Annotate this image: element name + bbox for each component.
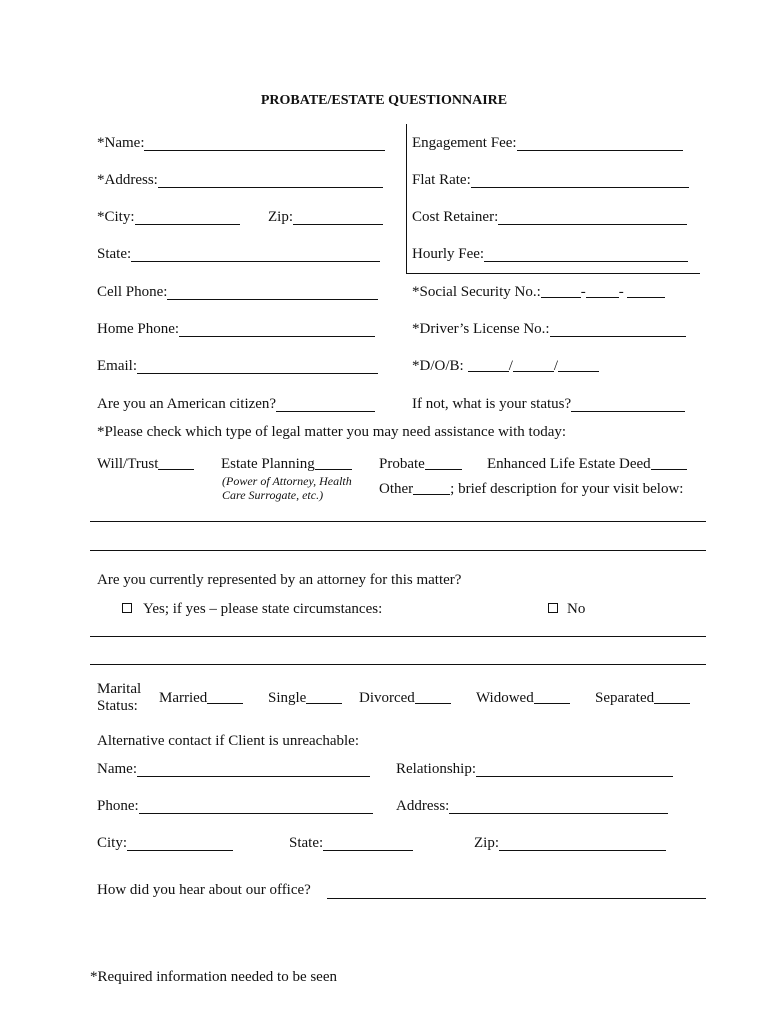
citizen-row (97, 395, 375, 413)
client-email-field[interactable] (137, 373, 378, 374)
status-row (412, 395, 685, 413)
legal-option-enhanced-life-estate-deed (487, 455, 687, 473)
status-question: If not, what is your status? (412, 396, 572, 412)
represented-yes-label: Yes; if yes – please state circumstances: (143, 601, 383, 617)
engagement-fee-field[interactable] (517, 150, 683, 151)
client-city-label: *City: (97, 209, 135, 225)
legal-matter-prompt: *Please check which type of legal matter you may need assistance with today: (97, 424, 567, 440)
client-zip-field[interactable] (293, 224, 383, 225)
client-email-row (97, 357, 378, 375)
ssn-label: *Social Security No.: (412, 284, 541, 300)
alt-relationship-label: Relationship: (396, 761, 476, 777)
client-address-label: *Address: (97, 172, 158, 188)
represented-no-checkbox[interactable] (548, 603, 558, 613)
widowed-check-field[interactable] (534, 703, 570, 704)
client-email-label: Email: (97, 358, 137, 374)
fee-box-left-border (406, 124, 407, 273)
marital-status-label-line1: Marital (97, 681, 142, 697)
alt-name-row (97, 760, 370, 778)
client-cell-phone-label: Cell Phone: (97, 284, 168, 300)
alt-state-row (289, 834, 413, 852)
dob-separator: / (508, 358, 513, 374)
legal-option-will-trust (97, 455, 194, 473)
alt-address-row (396, 797, 668, 815)
ssn-row (412, 283, 665, 301)
client-state-row (97, 245, 380, 263)
marital-option-married (159, 689, 243, 707)
visit-description-line[interactable] (90, 550, 706, 551)
required-footnote: *Required information needed to be seen (90, 969, 338, 985)
alt-zip-row (474, 834, 666, 852)
circumstances-line[interactable] (90, 664, 706, 665)
client-home-phone-row (97, 320, 375, 338)
page-title: PROBATE/ESTATE QUESTIONNAIRE (260, 93, 508, 108)
alt-phone-field[interactable] (139, 813, 373, 814)
engagement-fee-row (412, 134, 683, 152)
representation-no-option (548, 600, 585, 618)
probate-check-field[interactable] (425, 469, 462, 470)
divorced-check-field[interactable] (415, 703, 451, 704)
dob-separator: / (553, 358, 559, 374)
alt-state-label: State: (289, 835, 324, 851)
alt-name-field[interactable] (137, 776, 370, 777)
represented-yes-checkbox[interactable] (122, 603, 132, 613)
hourly-fee-row (412, 245, 688, 263)
marital-option-divorced (359, 689, 451, 707)
visit-description-line[interactable] (90, 521, 706, 522)
client-city-field[interactable] (135, 224, 240, 225)
hourly-fee-label: Hourly Fee: (412, 246, 485, 262)
alt-city-field[interactable] (127, 850, 233, 851)
legal-option-other (379, 480, 683, 498)
dob-row (412, 357, 599, 375)
marital-option-label: Widowed (476, 690, 534, 706)
married-check-field[interactable] (207, 703, 243, 704)
representation-question: Are you currently represented by an attorney for this matter? (97, 572, 462, 588)
marital-status-label-line2: Status: (97, 698, 138, 714)
client-city-row (97, 208, 240, 226)
hourly-fee-field[interactable] (484, 261, 688, 262)
flat-rate-field[interactable] (471, 187, 689, 188)
ssn-part2-field[interactable] (586, 297, 619, 298)
dob-label: *D/O/B: (412, 358, 464, 374)
marital-option-widowed (476, 689, 570, 707)
client-name-label: *Name: (97, 135, 145, 151)
client-home-phone-label: Home Phone: (97, 321, 180, 337)
referral-source-field[interactable] (327, 898, 706, 899)
citizen-question: Are you an American citizen? (97, 396, 277, 412)
alt-zip-field[interactable] (499, 850, 666, 851)
client-cell-phone-row (97, 283, 378, 301)
client-address-row (97, 171, 383, 189)
ssn-part1-field[interactable] (541, 297, 581, 298)
alt-relationship-field[interactable] (476, 776, 673, 777)
represented-no-label: No (567, 601, 586, 617)
ssn-separator: - (618, 284, 628, 300)
legal-option-label: Enhanced Life Estate Deed (487, 456, 651, 472)
drivers-license-row (412, 320, 686, 338)
flat-rate-label: Flat Rate: (412, 172, 471, 188)
single-check-field[interactable] (306, 703, 342, 704)
dob-month-field[interactable] (468, 371, 509, 372)
enhanced-life-estate-deed-check-field[interactable] (651, 469, 687, 470)
alt-city-row (97, 834, 233, 852)
alt-address-label: Address: (396, 798, 450, 814)
citizen-answer-field[interactable] (276, 411, 375, 412)
marital-option-single (268, 689, 342, 707)
other-check-field[interactable] (413, 494, 450, 495)
marital-option-label: Separated (595, 690, 655, 706)
ssn-separator: - (580, 284, 586, 300)
fee-box-bottom-border (406, 273, 700, 274)
client-name-field[interactable] (144, 150, 385, 151)
estate-planning-note-line2: Care Surrogate, etc.) (222, 488, 324, 502)
drivers-license-label: *Driver’s License No.: (412, 321, 550, 337)
cost-retainer-label: Cost Retainer: (412, 209, 499, 225)
circumstances-line[interactable] (90, 636, 706, 637)
alt-phone-row (97, 797, 373, 815)
dob-year-field[interactable] (558, 371, 599, 372)
alt-zip-label: Zip: (474, 835, 499, 851)
legal-option-label: Estate Planning (221, 456, 315, 472)
other-label: Other (379, 481, 414, 497)
marital-option-label: Divorced (359, 690, 415, 706)
ssn-part3-field[interactable] (627, 297, 665, 298)
alt-city-label: City: (97, 835, 128, 851)
separated-check-field[interactable] (654, 703, 690, 704)
alt-name-label: Name: (97, 761, 137, 777)
will-trust-check-field[interactable] (158, 469, 194, 470)
client-state-label: State: (97, 246, 132, 262)
client-cell-phone-field[interactable] (167, 299, 378, 300)
legal-option-label: Will/Trust (97, 456, 159, 472)
alternative-contact-heading: Alternative contact if Client is unreachable: (97, 733, 359, 749)
alt-phone-label: Phone: (97, 798, 139, 814)
status-answer-field[interactable] (571, 411, 685, 412)
marital-option-label: Married (159, 690, 208, 706)
flat-rate-row (412, 171, 689, 189)
cost-retainer-field[interactable] (498, 224, 687, 225)
other-description-label: ; brief description for your visit below: (450, 481, 684, 497)
client-address-field[interactable] (158, 187, 383, 188)
engagement-fee-label: Engagement Fee: (412, 135, 517, 151)
marital-option-label: Single (268, 690, 307, 706)
alt-address-field[interactable] (449, 813, 668, 814)
client-home-phone-field[interactable] (179, 336, 375, 337)
legal-option-label: Probate (379, 456, 425, 472)
client-zip-row (268, 208, 383, 226)
alt-relationship-row (396, 760, 673, 778)
client-zip-label: Zip: (268, 209, 293, 225)
marital-option-separated (595, 689, 690, 707)
estate-planning-check-field[interactable] (315, 469, 352, 470)
referral-question: How did you hear about our office? (97, 882, 311, 898)
client-name-row (97, 134, 385, 152)
estate-planning-note-line1: (Power of Attorney, Health (222, 474, 352, 488)
drivers-license-field[interactable] (550, 336, 686, 337)
dob-day-field[interactable] (513, 371, 554, 372)
legal-option-estate-planning (221, 455, 352, 473)
legal-option-probate (379, 455, 462, 473)
alt-state-field[interactable] (323, 850, 413, 851)
cost-retainer-row (412, 208, 687, 226)
client-state-field[interactable] (131, 261, 380, 262)
representation-yes-option (122, 600, 382, 618)
